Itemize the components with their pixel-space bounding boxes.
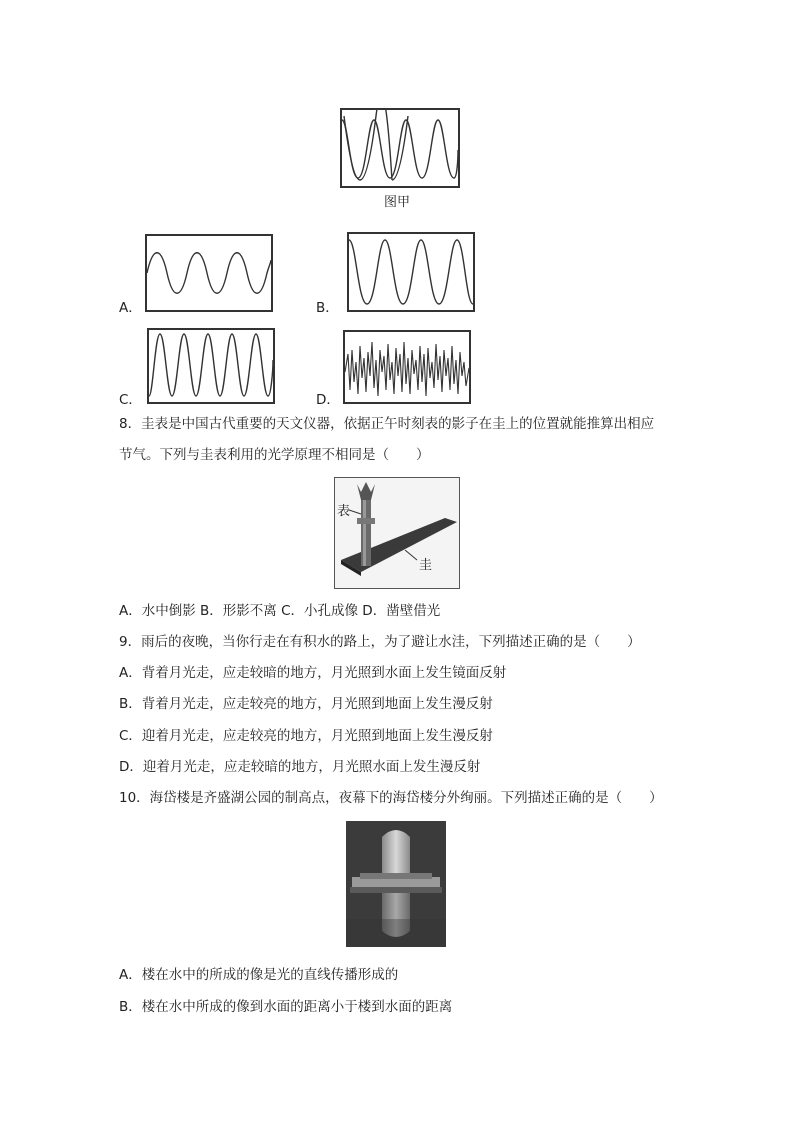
q10-option-a: A．楼在水中的所成的像是光的直线传播形成的 <box>119 967 399 983</box>
q7-option-c-label: C． <box>119 392 142 408</box>
gui-ruler <box>341 518 457 572</box>
q10-option-b: B．楼在水中所成的像到水面的距离小于楼到水面的距离 <box>119 999 453 1015</box>
waveform-jia <box>340 108 460 188</box>
waveform-d <box>343 330 471 404</box>
haidai-tower-photo <box>346 821 446 947</box>
waveform-b <box>347 232 475 312</box>
q9-stem: 9．雨后的夜晚，当你行走在有积水的路上，为了避让水洼，下列描述正确的是（ ） <box>119 634 641 650</box>
q9-option-b: B．背着月光走，应走较亮的地方，月光照到地面上发生漫反射 <box>119 696 493 712</box>
q9-option-d: D．迎着月光走，应走较暗的地方，月光照水面上发生漫反射 <box>119 759 481 775</box>
guibiao-figure <box>334 477 460 589</box>
waveform-a <box>145 234 273 312</box>
label-biao: 表 <box>337 504 351 519</box>
q9-option-c: C．迎着月光走，应走较亮的地方，月光照到地面上发生漫反射 <box>119 728 493 744</box>
waveform-c <box>147 328 275 404</box>
q7-option-b-label: B． <box>316 300 339 316</box>
q7-option-a-label: A． <box>119 300 142 316</box>
q7-option-d-label: D． <box>316 392 340 408</box>
q8-stem-line1: 8．圭表是中国古代重要的天文仪器，依据正午时刻表的影子在圭上的位置就能推算出相应 <box>119 416 655 432</box>
figure-jia-caption: 图甲 <box>384 195 411 210</box>
q8-stem-line2: 节气。下列与圭表利用的光学原理不相同是（ ） <box>119 447 430 463</box>
q10-stem: 10．海岱楼是齐盛湖公园的制高点，夜幕下的海岱楼分外绚丽。下列描述正确的是（ ） <box>119 790 663 806</box>
q9-option-a: A．背着月光走，应走较暗的地方，月光照到水面上发生镜面反射 <box>119 665 507 681</box>
q8-options: A．水中倒影 B．形影不离 C．小孔成像 D．凿壁借光 <box>119 603 441 619</box>
label-gui: 圭 <box>419 558 433 573</box>
